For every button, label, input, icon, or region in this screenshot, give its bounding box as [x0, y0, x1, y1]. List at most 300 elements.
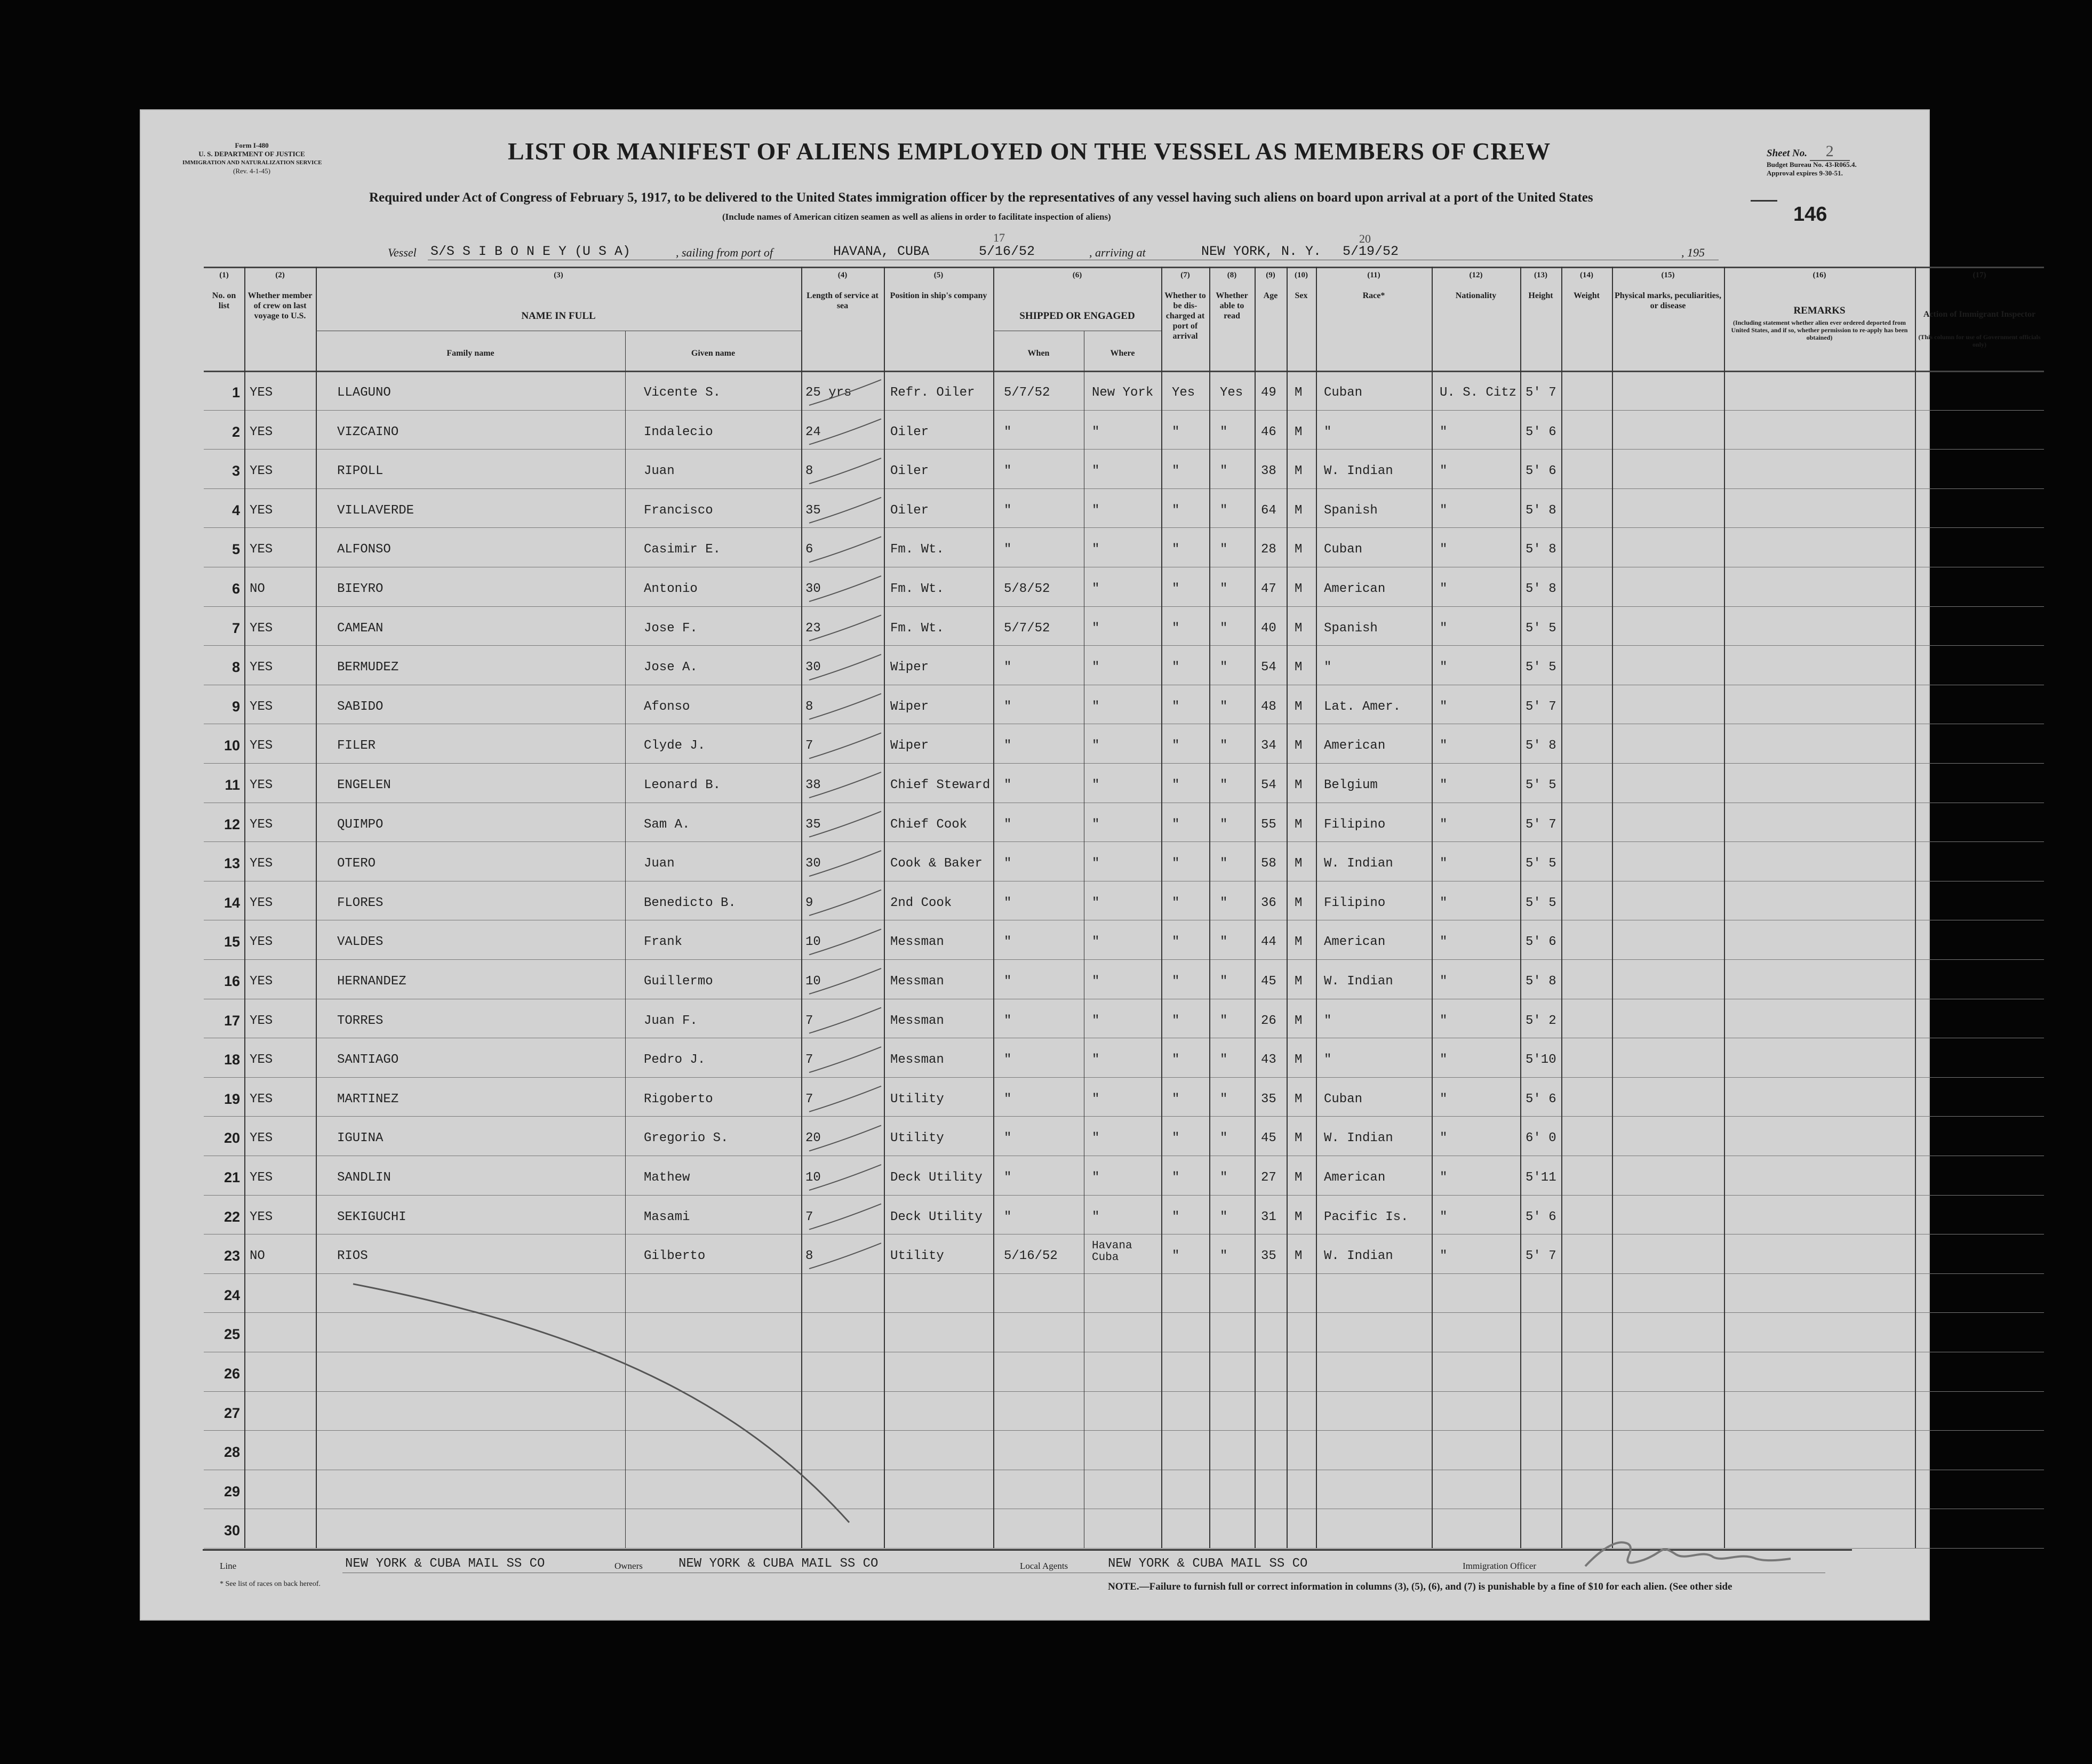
when-header: When	[1027, 349, 1050, 358]
table-cell-discharged: "	[1172, 503, 1180, 518]
table-cell-position: Deck Utility	[890, 1170, 983, 1185]
table-cell-prev: YES	[250, 974, 273, 989]
table-cell-read: "	[1220, 974, 1228, 989]
table-cell-given: Gilberto	[644, 1249, 706, 1264]
sheet-number: 2	[1810, 142, 1850, 161]
table-cell-age: 54	[1261, 778, 1276, 792]
table-cell-age: 43	[1261, 1053, 1276, 1068]
column-number: (8)	[1227, 271, 1237, 279]
given-name-header: Given name	[691, 349, 736, 358]
table-cell-service: 8	[805, 1249, 813, 1264]
table-cell-discharged: "	[1172, 778, 1180, 792]
table-cell-given: Clyde J.	[644, 739, 706, 753]
column-header: Length of service at sea	[807, 291, 879, 310]
row-number: 2	[231, 423, 240, 440]
table-cell-given: Jose A.	[644, 660, 698, 675]
form-number: Form I-480	[235, 141, 269, 149]
table-cell-read: "	[1220, 424, 1228, 439]
table-cell-nationality: "	[1440, 660, 1448, 675]
table-cell-age: 49	[1261, 386, 1276, 400]
column-header: No. on list	[212, 291, 236, 310]
table-cell-age: 26	[1261, 1013, 1276, 1028]
table-cell-race: American	[1324, 739, 1386, 753]
departure-port: HAVANA, CUBA	[833, 244, 930, 259]
table-cell-where: "	[1092, 1013, 1100, 1028]
table-cell-age: 45	[1261, 1131, 1276, 1146]
table-cell-family: FILER	[337, 739, 376, 753]
line-value: NEW YORK & CUBA MAIL SS CO	[345, 1557, 545, 1571]
table-cell-service: 20	[805, 1131, 821, 1146]
arrival-date: 5/19/52	[1343, 244, 1399, 259]
table-cell-age: 38	[1261, 464, 1276, 479]
table-cell-when: "	[1004, 856, 1012, 871]
sheet-label: Sheet No.	[1767, 148, 1807, 159]
table-cell-prev: YES	[250, 1131, 273, 1146]
table-cell-race: American	[1324, 582, 1386, 596]
budget-number: Budget Bureau No. 43-R065.4.	[1767, 161, 1857, 169]
table-cell-prev: YES	[250, 817, 273, 832]
table-cell-read: "	[1220, 739, 1228, 753]
column-number: (6)	[1072, 271, 1082, 279]
table-cell-given: Frank	[644, 935, 683, 950]
table-cell-discharged: "	[1172, 935, 1180, 950]
column-header: Nationality	[1455, 291, 1497, 300]
row-number: 23	[223, 1248, 240, 1264]
table-cell-prev: YES	[250, 1170, 273, 1185]
table-cell-given: Leonard B.	[644, 778, 721, 792]
table-cell-nationality: "	[1440, 464, 1448, 479]
line-label: Line	[220, 1561, 237, 1571]
table-cell-where: Havana Cuba	[1092, 1240, 1132, 1264]
table-cell-when: "	[1004, 1013, 1012, 1028]
table-cell-race: Pacific Is.	[1324, 1209, 1409, 1224]
row-number: 7	[231, 620, 240, 636]
column-header: Whether to be dis-charged at port of arrival	[1164, 291, 1206, 341]
column-header: Sex	[1295, 291, 1308, 300]
year-label: , 195	[1681, 246, 1705, 259]
table-cell-height: 5' 6	[1526, 424, 1556, 439]
table-cell-discharged: "	[1172, 1013, 1180, 1028]
table-cell-service: 8	[805, 464, 813, 479]
table-cell-nationality: "	[1440, 542, 1448, 557]
table-cell-nationality: "	[1440, 1131, 1448, 1146]
table-cell-service: 24	[805, 424, 821, 439]
table-cell-given: Vicente S.	[644, 386, 721, 400]
table-cell-sex: M	[1295, 1131, 1303, 1146]
table-cell-race: W. Indian	[1324, 974, 1393, 989]
table-cell-where: "	[1092, 424, 1100, 439]
table-cell-race: American	[1324, 1170, 1386, 1185]
table-cell-where: "	[1092, 542, 1100, 557]
table-cell-sex: M	[1295, 935, 1303, 950]
local-agents-label: Local Agents	[1020, 1561, 1068, 1571]
row-number: 18	[223, 1052, 240, 1068]
table-cell-race: Lat. Amer.	[1324, 699, 1401, 714]
table-cell-sex: M	[1295, 464, 1303, 479]
table-cell-height: 5' 7	[1526, 817, 1556, 832]
table-cell-nationality: "	[1440, 974, 1448, 989]
vessel-label: Vessel	[388, 246, 417, 259]
table-cell-height: 5' 6	[1526, 935, 1556, 950]
races-note: * See list of races on back hereof.	[220, 1580, 321, 1588]
approval-expiry: Approval expires 9-30-51.	[1767, 169, 1843, 177]
table-cell-discharged: "	[1172, 660, 1180, 675]
table-cell-sex: M	[1295, 1249, 1303, 1264]
table-cell-sex: M	[1295, 1209, 1303, 1224]
table-cell-where: "	[1092, 856, 1100, 871]
table-cell-service: 7	[805, 1053, 813, 1068]
officer-signature	[1580, 1528, 1793, 1576]
table-cell-nationality: "	[1440, 424, 1448, 439]
column-header: Action of Immigrant Inspector	[1923, 310, 2036, 319]
table-cell-position: Refr. Oiler	[890, 386, 975, 400]
table-cell-height: 5' 8	[1526, 974, 1556, 989]
arriving-label: , arriving at	[1089, 246, 1146, 259]
vessel-name: S/S S I B O N E Y (U S A)	[430, 244, 631, 259]
table-cell-race: Spanish	[1324, 503, 1378, 518]
table-cell-read: "	[1220, 464, 1228, 479]
table-cell-sex: M	[1295, 503, 1303, 518]
table-cell-sex: M	[1295, 817, 1303, 832]
table-cell-read: "	[1220, 1053, 1228, 1068]
table-cell-given: Casimir E.	[644, 542, 721, 557]
owners-label: Owners	[614, 1561, 643, 1571]
immigration-officer-label: Immigration Officer	[1463, 1561, 1537, 1571]
row-number: 24	[223, 1287, 240, 1303]
table-cell-age: 40	[1261, 621, 1276, 636]
include-note: (Include names of American citizen seamen as well as aliens in order to facilitate inspection of aliens)	[722, 212, 1111, 222]
table-cell-when: 5/16/52	[1004, 1249, 1058, 1264]
table-cell-age: 48	[1261, 699, 1276, 714]
table-cell-read: "	[1220, 817, 1228, 832]
table-cell-sex: M	[1295, 1013, 1303, 1028]
department-name: U. S. DEPARTMENT OF JUSTICE	[198, 150, 305, 158]
column-header: Weight	[1574, 291, 1600, 300]
table-cell-prev: YES	[250, 1013, 273, 1028]
table-cell-discharged: "	[1172, 739, 1180, 753]
row-number: 26	[223, 1366, 240, 1382]
column-number: (9)	[1266, 271, 1275, 279]
table-cell-given: Indalecio	[644, 424, 713, 439]
table-cell-family: SANTIAGO	[337, 1053, 399, 1068]
table-cell-nationality: "	[1440, 1013, 1448, 1028]
table-cell-nationality: "	[1440, 739, 1448, 753]
table-cell-when: "	[1004, 1053, 1012, 1068]
column-number: (12)	[1469, 271, 1483, 279]
table-cell-prev: YES	[250, 503, 273, 518]
table-cell-discharged: "	[1172, 699, 1180, 714]
table-cell-nationality: "	[1440, 699, 1448, 714]
table-cell-age: 34	[1261, 739, 1276, 753]
table-cell-race: W. Indian	[1324, 1131, 1393, 1146]
row-number: 21	[223, 1169, 240, 1185]
table-cell-nationality: U. S. Citz	[1440, 386, 1517, 400]
pen-tick-marks	[140, 109, 1930, 1621]
table-cell-family: SABIDO	[337, 699, 384, 714]
table-cell-age: 44	[1261, 935, 1276, 950]
column-header: Whether able to read	[1216, 291, 1248, 320]
column-number: (2)	[275, 271, 285, 279]
table-cell-service: 7	[805, 1013, 813, 1028]
departure-date: 5/16/52	[979, 244, 1035, 259]
table-cell-when: "	[1004, 424, 1012, 439]
table-cell-when: 5/7/52	[1004, 621, 1050, 636]
table-cell-discharged: "	[1172, 1053, 1180, 1068]
row-number: 12	[223, 816, 240, 832]
table-cell-service: 38	[805, 778, 821, 792]
table-cell-when: "	[1004, 974, 1012, 989]
table-cell-prev: YES	[250, 895, 273, 910]
table-cell-age: 55	[1261, 817, 1276, 832]
table-cell-prev: YES	[250, 739, 273, 753]
table-cell-family: BIEYRO	[337, 582, 384, 596]
column-header: Height	[1528, 291, 1553, 300]
row-number: 11	[225, 777, 240, 793]
table-cell-where: "	[1092, 1209, 1100, 1224]
table-cell-height: 5' 5	[1526, 856, 1556, 871]
table-cell-family: CAMEAN	[337, 621, 384, 636]
table-cell-discharged: "	[1172, 542, 1180, 557]
table-cell-discharged: "	[1172, 621, 1180, 636]
table-cell-discharged: "	[1172, 424, 1180, 439]
table-cell-given: Afonso	[644, 699, 690, 714]
column-number: (1)	[219, 271, 229, 279]
table-cell-race: Filipino	[1324, 895, 1386, 910]
table-cell-read: "	[1220, 1249, 1228, 1264]
table-cell-position: Messman	[890, 1053, 944, 1068]
table-cell-nationality: "	[1440, 935, 1448, 950]
table-cell-race: "	[1324, 660, 1332, 675]
table-cell-discharged: "	[1172, 856, 1180, 871]
table-cell-height: 5' 6	[1526, 1092, 1556, 1106]
table-cell-where: "	[1092, 1131, 1100, 1146]
family-name-header: Family name	[446, 349, 494, 358]
row-number: 6	[231, 581, 240, 597]
table-cell-age: 28	[1261, 542, 1276, 557]
table-cell-sex: M	[1295, 424, 1303, 439]
table-cell-read: "	[1220, 1170, 1228, 1185]
column-number: (10)	[1295, 271, 1308, 279]
column-number: (4)	[837, 271, 848, 279]
table-cell-read: "	[1220, 778, 1228, 792]
table-cell-prev: YES	[250, 935, 273, 950]
table-cell-given: Guillermo	[644, 974, 713, 989]
table-cell-age: 58	[1261, 856, 1276, 871]
row-number: 15	[223, 934, 240, 950]
column-header: NAME IN FULL	[521, 310, 596, 322]
column-number: (5)	[933, 271, 944, 279]
table-cell-given: Rigoberto	[644, 1092, 713, 1106]
table-cell-age: 36	[1261, 895, 1276, 910]
table-cell-service: 30	[805, 660, 821, 675]
table-cell-nationality: "	[1440, 1170, 1448, 1185]
table-cell-prev: YES	[250, 1053, 273, 1068]
table-cell-family: VIZCAINO	[337, 424, 399, 439]
table-cell-where: "	[1092, 582, 1100, 596]
table-cell-prev: NO	[250, 582, 265, 596]
table-cell-position: Oiler	[890, 424, 929, 439]
table-cell-where: "	[1092, 778, 1100, 792]
table-cell-height: 5'11	[1526, 1170, 1556, 1185]
table-cell-read: "	[1220, 660, 1228, 675]
table-cell-sex: M	[1295, 582, 1303, 596]
table-cell-when: "	[1004, 935, 1012, 950]
table-cell-family: FLORES	[337, 895, 384, 910]
table-cell-sex: M	[1295, 895, 1303, 910]
table-cell-prev: YES	[250, 1092, 273, 1106]
table-cell-height: 5' 5	[1526, 895, 1556, 910]
table-cell-given: Mathew	[644, 1170, 690, 1185]
table-cell-given: Juan	[644, 856, 675, 871]
table-cell-position: Wiper	[890, 699, 929, 714]
row-number: 13	[223, 855, 240, 872]
table-cell-family: ALFONSO	[337, 542, 391, 557]
table-cell-height: 6' 0	[1526, 1131, 1556, 1146]
table-cell-position: Cook & Baker	[890, 856, 983, 871]
table-cell-height: 5' 5	[1526, 778, 1556, 792]
table-cell-read: "	[1220, 1209, 1228, 1224]
table-cell-service: 10	[805, 935, 821, 950]
column-header: Physical marks, peculiarities, or disease	[1615, 291, 1721, 310]
table-cell-read: "	[1220, 935, 1228, 950]
table-cell-read: "	[1220, 1013, 1228, 1028]
table-cell-position: Wiper	[890, 660, 929, 675]
table-cell-height: 5' 8	[1526, 503, 1556, 518]
table-cell-where: "	[1092, 895, 1100, 910]
table-cell-discharged: "	[1172, 895, 1180, 910]
row-number: 17	[223, 1012, 240, 1029]
table-cell-read: "	[1220, 542, 1228, 557]
row-number: 1	[231, 384, 240, 400]
table-cell-height: 5' 5	[1526, 660, 1556, 675]
table-cell-age: 27	[1261, 1170, 1276, 1185]
column-header: Whether member of crew on last voyage to U.S.	[247, 291, 313, 320]
table-cell-prev: YES	[250, 778, 273, 792]
table-cell-position: Deck Utility	[890, 1209, 983, 1224]
table-cell-sex: M	[1295, 856, 1303, 871]
table-cell-discharged: "	[1172, 1170, 1180, 1185]
table-cell-family: MARTINEZ	[337, 1092, 399, 1106]
table-cell-height: 5' 8	[1526, 739, 1556, 753]
table-cell-when: "	[1004, 739, 1012, 753]
row-number: 10	[223, 737, 240, 754]
table-cell-given: Jose F.	[644, 621, 698, 636]
table-cell-service: 9	[805, 895, 813, 910]
table-cell-nationality: "	[1440, 1053, 1448, 1068]
table-cell-sex: M	[1295, 621, 1303, 636]
row-number: 9	[231, 698, 240, 715]
table-cell-discharged: "	[1172, 464, 1180, 479]
table-cell-race: W. Indian	[1324, 1249, 1393, 1264]
table-cell-family: OTERO	[337, 856, 376, 871]
column-number: (14)	[1580, 271, 1593, 279]
table-cell-where: "	[1092, 974, 1100, 989]
table-cell-prev: NO	[250, 1249, 265, 1264]
table-cell-where: "	[1092, 817, 1100, 832]
table-cell-nationality: "	[1440, 895, 1448, 910]
table-cell-read: "	[1220, 1131, 1228, 1146]
arrival-port: NEW YORK, N. Y.	[1201, 244, 1322, 259]
table-cell-family: SANDLIN	[337, 1170, 391, 1185]
table-cell-where: "	[1092, 739, 1100, 753]
table-cell-where: "	[1092, 621, 1100, 636]
table-cell-height: 5' 8	[1526, 542, 1556, 557]
table-cell-sex: M	[1295, 974, 1303, 989]
table-cell-race: Filipino	[1324, 817, 1386, 832]
table-cell-given: Pedro J.	[644, 1053, 706, 1068]
table-cell-family: SEKIGUCHI	[337, 1209, 406, 1224]
table-cell-when: "	[1004, 778, 1012, 792]
table-cell-when: "	[1004, 503, 1012, 518]
row-number: 25	[223, 1326, 240, 1343]
table-cell-where: "	[1092, 699, 1100, 714]
table-cell-given: Juan	[644, 464, 675, 479]
table-cell-sex: M	[1295, 1053, 1303, 1068]
table-cell-family: HERNANDEZ	[337, 974, 406, 989]
row-number: 27	[223, 1405, 240, 1421]
table-cell-position: Messman	[890, 1013, 944, 1028]
table-cell-prev: YES	[250, 1209, 273, 1224]
table-cell-read: Yes	[1220, 386, 1243, 400]
table-cell-family: QUIMPO	[337, 817, 384, 832]
table-cell-height: 5'10	[1526, 1053, 1556, 1068]
table-cell-when: "	[1004, 1092, 1012, 1106]
row-number: 8	[231, 659, 240, 676]
table-cell-nationality: "	[1440, 856, 1448, 871]
table-cell-given: Benedicto B.	[644, 895, 736, 910]
row-number: 3	[231, 463, 240, 479]
table-cell-position: Utility	[890, 1092, 944, 1106]
table-cell-sex: M	[1295, 739, 1303, 753]
table-cell-sex: M	[1295, 699, 1303, 714]
table-cell-height: 5' 5	[1526, 621, 1556, 636]
column-header: REMARKS	[1793, 305, 1846, 316]
column-number: (7)	[1180, 271, 1190, 279]
table-cell-race: "	[1324, 1053, 1332, 1068]
table-cell-read: "	[1220, 856, 1228, 871]
table-cell-given: Gregorio S.	[644, 1131, 729, 1146]
table-cell-service: 30	[805, 856, 821, 871]
table-cell-nationality: "	[1440, 582, 1448, 596]
table-cell-service: 10	[805, 1170, 821, 1185]
table-cell-discharged: "	[1172, 1092, 1180, 1106]
table-cell-discharged: "	[1172, 1249, 1180, 1264]
table-cell-sex: M	[1295, 386, 1303, 400]
table-cell-sex: M	[1295, 542, 1303, 557]
table-cell-height: 5' 2	[1526, 1013, 1556, 1028]
table-cell-sex: M	[1295, 660, 1303, 675]
table-cell-given: Sam A.	[644, 817, 690, 832]
column-number: (13)	[1534, 271, 1547, 279]
table-cell-position: Chief Steward	[890, 778, 991, 792]
table-cell-read: "	[1220, 582, 1228, 596]
table-cell-height: 5' 7	[1526, 386, 1556, 400]
table-cell-prev: YES	[250, 542, 273, 557]
legal-requirement: Required under Act of Congress of February 5, 1917, to be delivered to the United States immigration officer by the representatives of any vessel having such aliens on board upon arrival at a port of the United States	[369, 190, 1593, 205]
row-number: 16	[223, 973, 240, 989]
table-cell-sex: M	[1295, 1092, 1303, 1106]
table-cell-prev: YES	[250, 424, 273, 439]
table-cell-service: 7	[805, 1209, 813, 1224]
departure-date-correction: 17	[993, 231, 1005, 244]
table-cell-when: "	[1004, 542, 1012, 557]
table-cell-when: "	[1004, 817, 1012, 832]
table-cell-position: Fm. Wt.	[890, 542, 944, 557]
column-number: (17)	[1973, 271, 1986, 279]
table-cell-age: 54	[1261, 660, 1276, 675]
page-title: LIST OR MANIFEST OF ALIENS EMPLOYED ON THE VESSEL AS MEMBERS OF CREW	[508, 138, 1551, 165]
table-cell-family: BERMUDEZ	[337, 660, 399, 675]
